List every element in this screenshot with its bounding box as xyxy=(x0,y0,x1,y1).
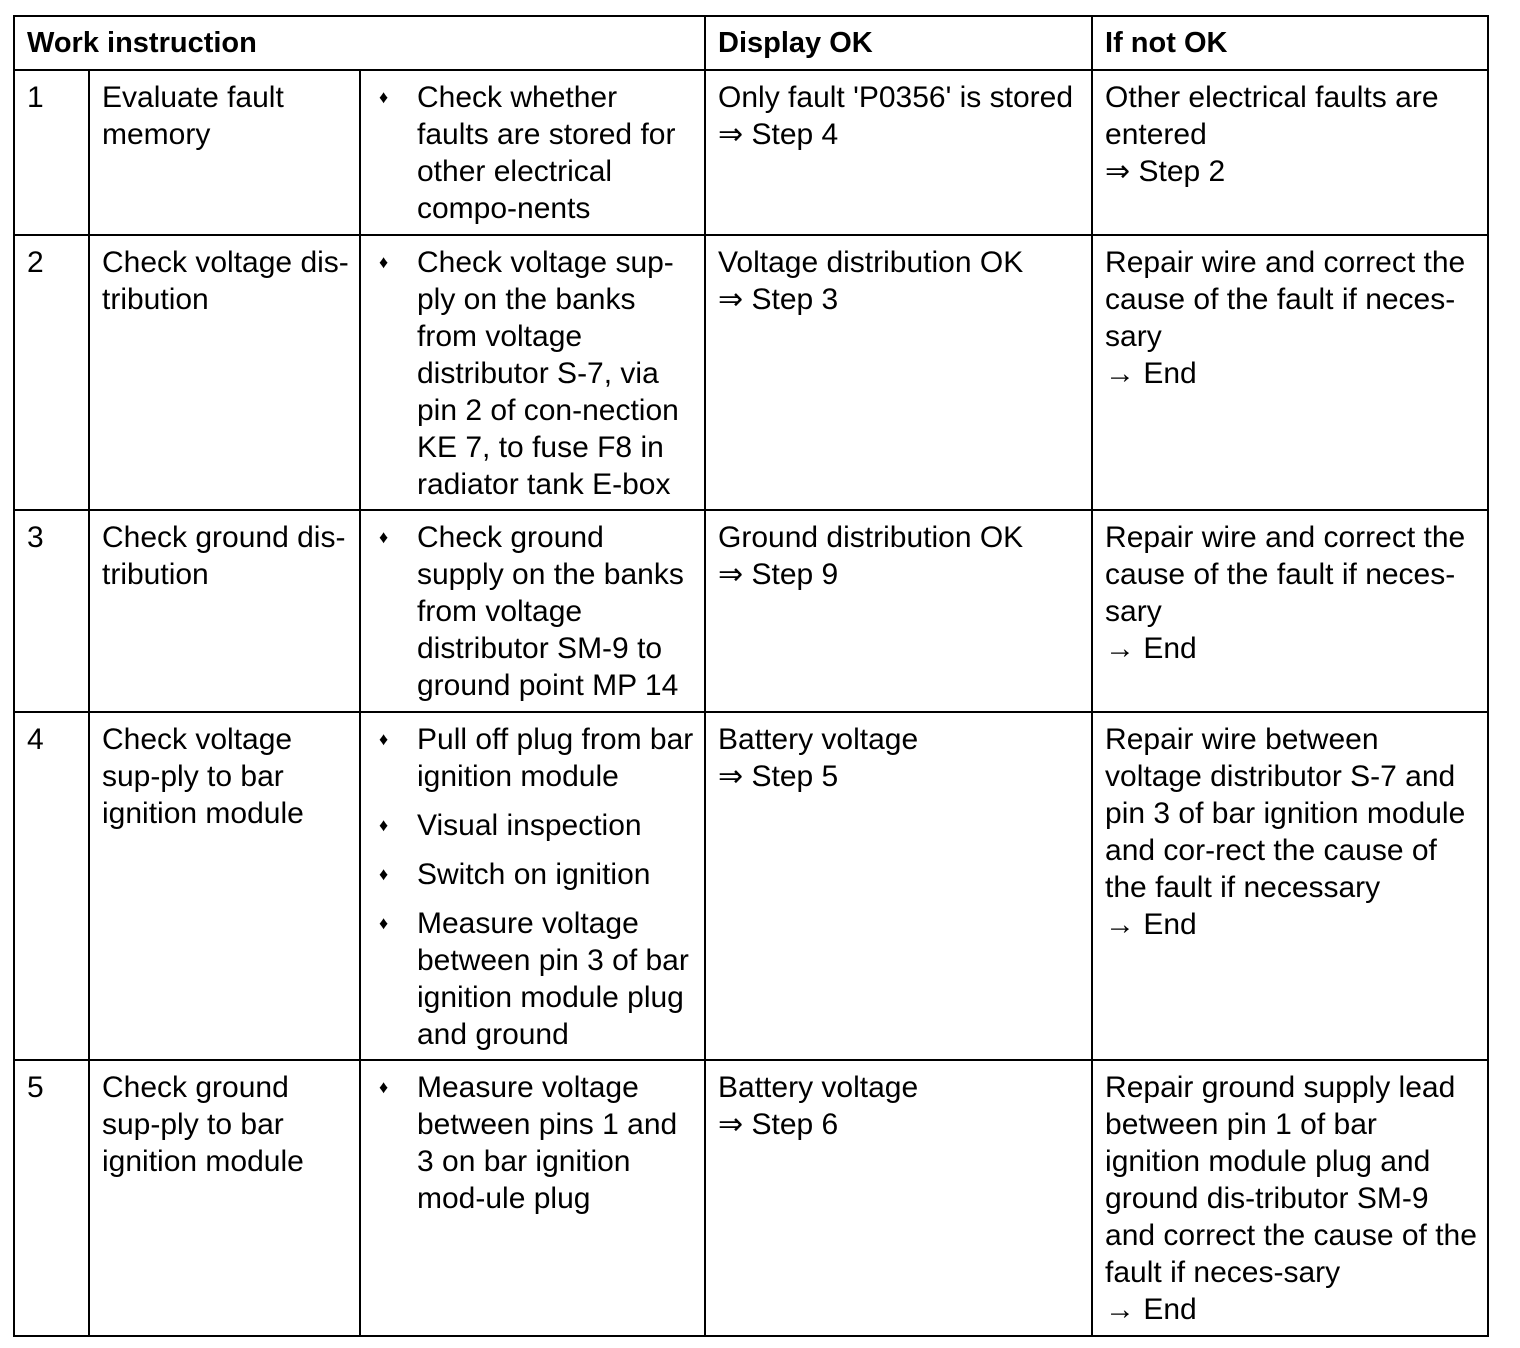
table-row xyxy=(14,235,1488,510)
if-not-ok-text: Repair wire and correct the cause of the fault if neces-sary xyxy=(1105,521,1466,628)
if-not-ok-text: Other electrical faults are entered xyxy=(1105,81,1439,151)
display-ok-next-step: ⇒ Step 6 xyxy=(718,1108,839,1141)
instruction-item xyxy=(371,79,694,227)
instruction-item xyxy=(371,807,694,844)
step-number: 5 xyxy=(14,1060,89,1336)
display-ok-next-step: ⇒ Step 9 xyxy=(718,558,839,591)
if-not-ok-cell xyxy=(1092,1060,1488,1336)
if-not-ok-cell xyxy=(1092,510,1488,712)
if-not-ok-next-step: → End xyxy=(1105,357,1197,390)
display-ok-next-step: ⇒ Step 4 xyxy=(718,118,839,151)
display-ok-cell xyxy=(705,70,1092,235)
if-not-ok-next-step: → End xyxy=(1105,908,1197,941)
step-instructions xyxy=(360,235,705,510)
instruction-item xyxy=(371,244,694,503)
step-number: 4 xyxy=(14,712,89,1060)
table-header-row xyxy=(14,16,1488,70)
instruction-list xyxy=(371,519,694,704)
step-number: 1 xyxy=(14,70,89,235)
instruction-text: Check ground supply on the banks from voltage distributor SM-9 to ground point MP 14 xyxy=(417,521,684,702)
header-work-instruction: Work instruction xyxy=(14,16,705,70)
instruction-list xyxy=(371,721,694,1053)
diamond-bullet-icon: ♦ xyxy=(379,252,389,272)
diamond-bullet-icon: ♦ xyxy=(379,913,389,933)
instruction-text: Measure voltage between pins 1 and 3 on bar ignition mod-ule plug xyxy=(417,1071,678,1215)
instruction-text: Switch on ignition xyxy=(417,858,651,891)
diamond-bullet-icon: ♦ xyxy=(379,815,389,835)
step-title: Check ground dis-tribution xyxy=(89,510,360,712)
display-ok-cell xyxy=(705,235,1092,510)
instruction-text: Pull off plug from bar ignition module xyxy=(417,723,694,793)
if-not-ok-text: Repair wire between voltage distributor S-7 and pin 3 of bar ignition module and cor-rect the cause of the fault if necessary xyxy=(1105,723,1466,904)
if-not-ok-next-step: → End xyxy=(1105,1293,1197,1326)
step-instructions xyxy=(360,510,705,712)
step-title: Check voltage dis-tribution xyxy=(89,235,360,510)
display-ok-text: Voltage distribution OK xyxy=(718,246,1024,279)
if-not-ok-text: Repair wire and correct the cause of the fault if neces-sary xyxy=(1105,246,1466,353)
display-ok-text: Battery voltage xyxy=(718,723,919,756)
instruction-item xyxy=(371,721,694,795)
if-not-ok-next-step: → End xyxy=(1105,632,1197,665)
table-row xyxy=(14,1060,1488,1336)
diamond-bullet-icon: ♦ xyxy=(379,527,389,547)
diamond-bullet-icon: ♦ xyxy=(379,87,389,107)
header-if-not-ok: If not OK xyxy=(1092,16,1488,70)
display-ok-next-step: ⇒ Step 3 xyxy=(718,283,839,316)
instruction-text: Check voltage sup-ply on the banks from voltage distributor S-7, via pin 2 of con-nection KE 7, to fuse F8 in radiator tank E-box xyxy=(417,246,679,501)
instruction-text: Measure voltage between pin 3 of bar ignition module plug and ground xyxy=(417,907,689,1051)
instruction-list xyxy=(371,1069,694,1217)
work-instruction-table xyxy=(13,15,1489,1337)
instruction-item xyxy=(371,905,694,1053)
if-not-ok-cell xyxy=(1092,235,1488,510)
instruction-list xyxy=(371,79,694,227)
if-not-ok-text: Repair ground supply lead between pin 1 of bar ignition module plug and ground dis-tributor SM-9 and correct the cause of the fault if neces-sary xyxy=(1105,1071,1477,1289)
step-instructions xyxy=(360,712,705,1060)
diamond-bullet-icon: ♦ xyxy=(379,729,389,749)
step-title: Check voltage sup-ply to bar ignition module xyxy=(89,712,360,1060)
table-row xyxy=(14,70,1488,235)
instruction-text: Check whether faults are stored for other electrical compo-nents xyxy=(417,81,676,225)
display-ok-cell xyxy=(705,712,1092,1060)
display-ok-next-step: ⇒ Step 5 xyxy=(718,760,839,793)
step-instructions xyxy=(360,1060,705,1336)
if-not-ok-next-step: ⇒ Step 2 xyxy=(1105,155,1226,188)
table-row xyxy=(14,510,1488,712)
instruction-item xyxy=(371,1069,694,1217)
display-ok-cell xyxy=(705,510,1092,712)
step-title: Check ground sup-ply to bar ignition module xyxy=(89,1060,360,1336)
diamond-bullet-icon: ♦ xyxy=(379,1077,389,1097)
instruction-list xyxy=(371,244,694,503)
header-display-ok: Display OK xyxy=(705,16,1092,70)
instruction-item xyxy=(371,856,694,893)
display-ok-text: Ground distribution OK xyxy=(718,521,1024,554)
table-row xyxy=(14,712,1488,1060)
display-ok-cell xyxy=(705,1060,1092,1336)
display-ok-text: Battery voltage xyxy=(718,1071,919,1104)
step-instructions xyxy=(360,70,705,235)
instruction-text: Visual inspection xyxy=(417,809,642,842)
step-number: 2 xyxy=(14,235,89,510)
instruction-item xyxy=(371,519,694,704)
diamond-bullet-icon: ♦ xyxy=(379,864,389,884)
step-title: Evaluate fault memory xyxy=(89,70,360,235)
if-not-ok-cell xyxy=(1092,70,1488,235)
step-number: 3 xyxy=(14,510,89,712)
display-ok-text: Only fault 'P0356' is stored xyxy=(718,81,1074,114)
if-not-ok-cell xyxy=(1092,712,1488,1060)
